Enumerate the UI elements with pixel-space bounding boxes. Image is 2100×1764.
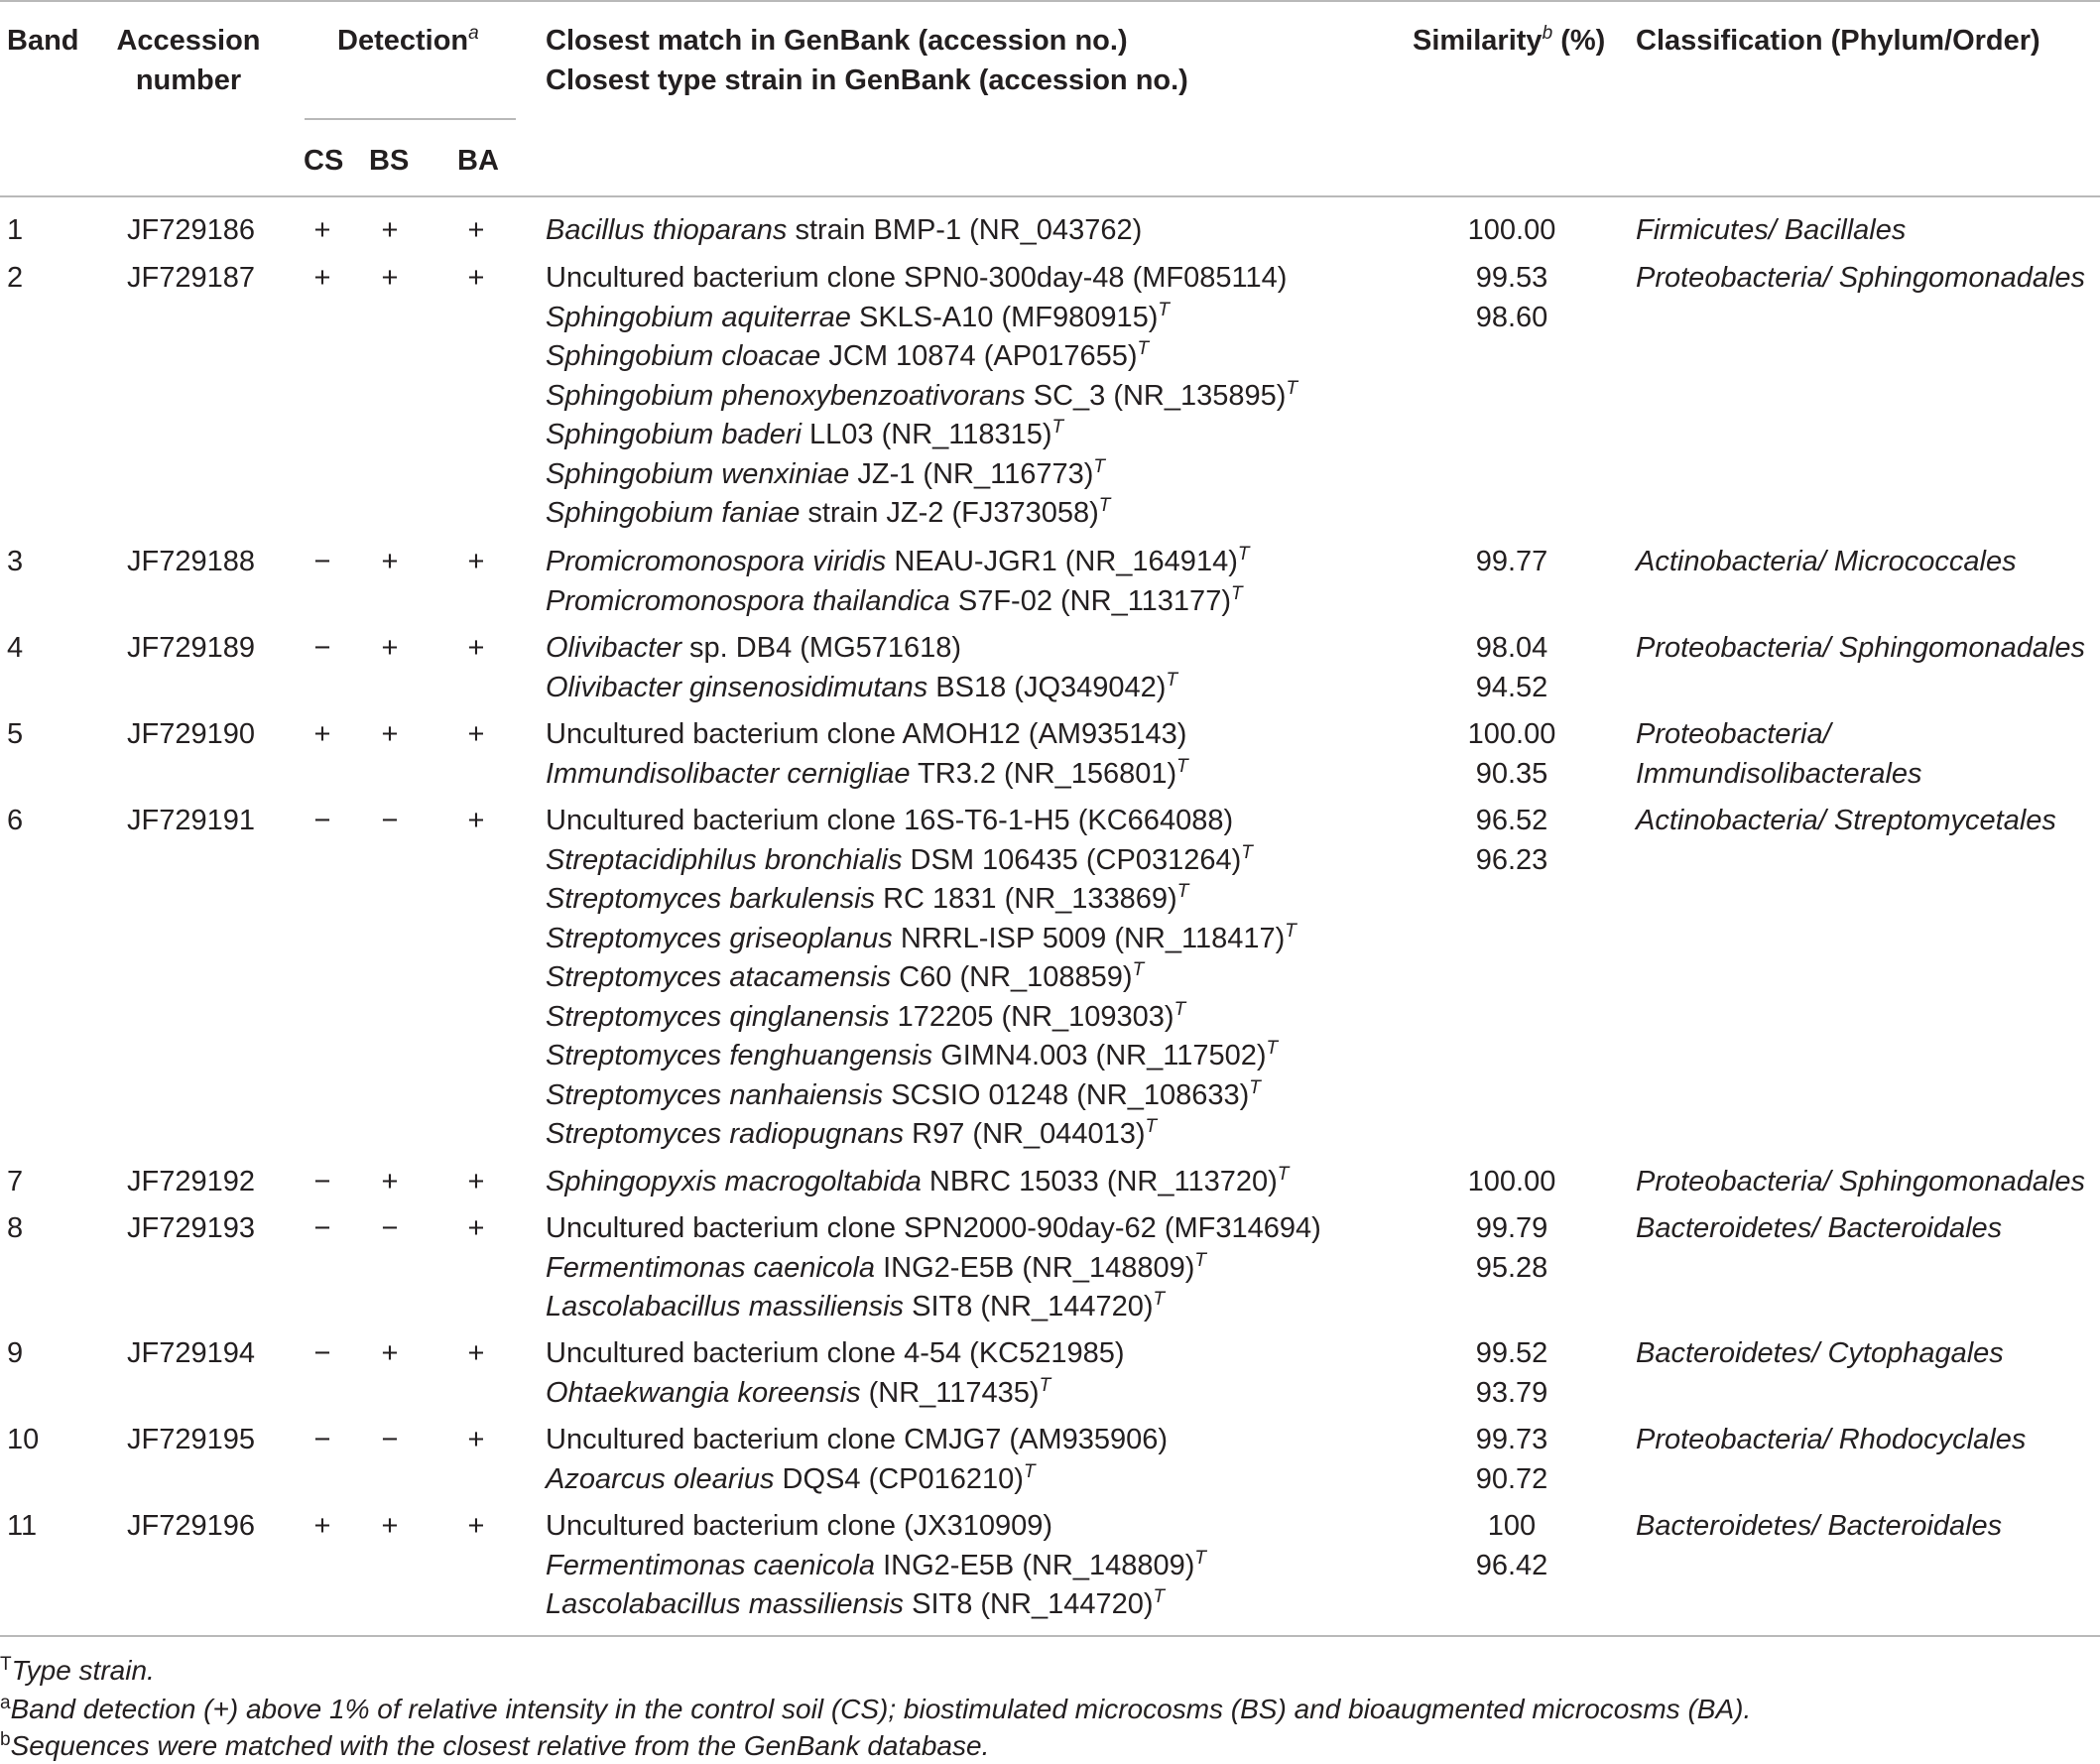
match-line <box>546 582 1249 622</box>
similarity-value: 100.00 <box>1467 214 1556 246</box>
match-line <box>546 802 1297 841</box>
footnote-mark: b <box>0 1729 11 1750</box>
type-strain-mark: T <box>1098 495 1111 516</box>
match-line <box>546 629 1177 669</box>
detection-ba: + <box>467 1337 485 1369</box>
accession-number: JF729188 <box>127 546 255 577</box>
species-name: Streptomyces atacamensis <box>546 961 892 993</box>
similarity-cell <box>1413 715 1611 794</box>
match-line <box>546 1421 1168 1460</box>
type-strain-mark: T <box>1174 998 1186 1020</box>
species-name: Lascolabacillus massiliensis <box>546 1291 905 1323</box>
detection-cs: − <box>313 1166 331 1197</box>
classification-value: Bacteroidetes/ Bacteroidales <box>1636 1510 2003 1542</box>
header-accession-line1: Accession <box>116 25 261 57</box>
footnote-text: Band detection (+) above 1% of relative intensity in the control soil (CS); biostimulated microcosms (BS) and bioaugmented microcosms (BA). <box>10 1694 1752 1724</box>
accession-number: JF729186 <box>127 214 255 246</box>
footnote-text: Sequences were matched with the closest relative from the GenBank database. <box>10 1730 990 1761</box>
closest-match-cell <box>546 1209 1321 1327</box>
closest-match-cell <box>546 629 1177 707</box>
band-number: 1 <box>7 214 24 246</box>
closest-match-cell <box>546 715 1188 794</box>
detection-cs: − <box>313 1424 331 1455</box>
similarity-value: 100.00 <box>1467 718 1556 750</box>
detection-cs: + <box>313 1510 331 1542</box>
closest-match-cell <box>546 259 1297 534</box>
match-line <box>546 1547 1206 1586</box>
match-line <box>546 1076 1297 1116</box>
match-detail: strain JZ-2 (FJ373058) <box>800 497 1099 529</box>
similarity-value: 99.79 <box>1475 1212 1548 1244</box>
band-number: 10 <box>7 1424 40 1455</box>
classification-value: Immundisolibacterales <box>1636 757 1922 790</box>
match-line <box>546 337 1297 377</box>
type-strain-mark: T <box>1230 582 1243 604</box>
similarity-cell <box>1413 211 1611 251</box>
type-strain-mark: T <box>1241 841 1253 863</box>
similarity-value: 96.42 <box>1475 1549 1548 1581</box>
detection-bs: + <box>381 214 399 246</box>
type-strain-mark: T <box>1249 1076 1261 1098</box>
detection-cs: − <box>313 546 331 577</box>
match-detail: S7F-02 (NR_113177) <box>949 584 1231 617</box>
match-line <box>546 1460 1168 1500</box>
accession-number: JF729193 <box>127 1212 255 1244</box>
similarity-value: 96.23 <box>1475 843 1548 876</box>
match-line <box>546 1249 1321 1289</box>
band-number: 8 <box>7 1212 24 1244</box>
closest-match-cell <box>546 543 1249 621</box>
match-detail: C60 (NR_108859) <box>891 961 1133 993</box>
header-similarity-unit: (%) <box>1552 25 1606 57</box>
similarity-value: 98.04 <box>1475 632 1548 664</box>
similarity-value: 99.73 <box>1475 1424 1548 1455</box>
match-line <box>546 998 1297 1038</box>
match-line <box>546 1209 1321 1249</box>
similarity-value: 100.00 <box>1467 1166 1556 1197</box>
header-detection-label: Detection <box>337 25 469 57</box>
match-detail: Uncultured bacterium clone (JX310909) <box>546 1510 1052 1542</box>
match-detail: TR3.2 (NR_156801) <box>910 757 1177 790</box>
match-line <box>546 669 1177 708</box>
band-number: 6 <box>7 805 24 836</box>
type-strain-mark: T <box>1093 455 1105 477</box>
classification-value: Actinobacteria/ Micrococcales <box>1636 546 2017 577</box>
table-top-rule <box>0 0 2100 2</box>
band-number: 3 <box>7 546 24 577</box>
detection-bs: + <box>381 632 399 664</box>
band-number: 9 <box>7 1337 24 1369</box>
classification-value: Proteobacteria/ Sphingomonadales <box>1636 632 2086 664</box>
detection-ba: + <box>467 214 485 246</box>
type-strain-mark: T <box>1194 1547 1207 1569</box>
classification-cell <box>1636 1334 2004 1374</box>
species-name: Sphingobium cloacae <box>546 340 821 372</box>
accession-number: JF729195 <box>127 1424 255 1455</box>
match-detail: R97 (NR_044013) <box>904 1118 1146 1150</box>
footnote-mark: T <box>0 1654 12 1675</box>
match-line <box>546 1334 1125 1374</box>
match-detail: Uncultured bacterium clone SPN2000-90day-62 (MF314694) <box>546 1212 1321 1244</box>
detection-ba: + <box>467 718 485 750</box>
header-band: Band <box>7 25 79 57</box>
classification-cell <box>1636 1507 2002 1547</box>
footnote-similarity <box>0 1728 989 1764</box>
detection-cs: − <box>313 632 331 664</box>
match-detail: Uncultured bacterium clone AMOH12 (AM935143) <box>546 718 1187 750</box>
detection-ba: + <box>467 1424 485 1455</box>
match-detail: strain BMP-1 (NR_043762) <box>787 214 1143 246</box>
type-strain-mark: T <box>1153 1586 1166 1607</box>
classification-cell <box>1636 629 2085 669</box>
table-header-rule <box>0 195 2100 197</box>
species-name: Azoarcus olearius <box>546 1462 775 1495</box>
match-line <box>546 880 1297 920</box>
header-similarity <box>1413 21 1605 61</box>
match-detail: RC 1831 (NR_133869) <box>875 883 1177 915</box>
species-name: Streptomyces qinglanensis <box>546 1000 890 1033</box>
similarity-value: 99.52 <box>1475 1337 1548 1369</box>
header-ba: BA <box>457 145 499 177</box>
match-detail: sp. DB4 (MG571618) <box>681 632 962 664</box>
species-name: Sphingobium phenoxybenzoativorans <box>546 379 1026 412</box>
match-detail: SKLS-A10 (MF980915) <box>850 301 1159 333</box>
band-number: 11 <box>7 1510 38 1542</box>
species-name: Streptomyces nanhaiensis <box>546 1078 884 1111</box>
similarity-cell <box>1413 1507 1611 1585</box>
similarity-cell <box>1413 1209 1611 1288</box>
type-strain-mark: T <box>1277 1164 1290 1185</box>
species-name: Streptacidiphilus bronchialis <box>546 843 903 876</box>
detection-bs: − <box>381 1212 399 1244</box>
match-line <box>546 958 1297 998</box>
detection-ba: + <box>467 1166 485 1197</box>
classification-cell <box>1636 802 2056 841</box>
match-detail: SC_3 (NR_135895) <box>1025 379 1287 412</box>
similarity-cell <box>1413 629 1611 707</box>
detection-cs: − <box>313 805 331 836</box>
header-closest-match <box>546 21 1188 100</box>
type-strain-mark: T <box>1051 417 1064 438</box>
match-detail: ING2-E5B (NR_148809) <box>875 1251 1195 1284</box>
classification-cell <box>1636 211 1906 251</box>
detection-span-rule <box>305 118 516 120</box>
species-name: Immundisolibacter cernigliae <box>546 757 911 790</box>
type-strain-mark: T <box>1176 755 1188 777</box>
type-strain-mark: T <box>1039 1374 1051 1396</box>
band-number: 7 <box>7 1166 24 1197</box>
header-bs: BS <box>369 145 410 177</box>
type-strain-mark: T <box>1286 377 1298 399</box>
classification-value: Proteobacteria/ <box>1636 718 1831 750</box>
match-line <box>546 1288 1321 1327</box>
classification-value: Actinobacteria/ Streptomycetales <box>1636 805 2056 836</box>
similarity-cell <box>1413 1163 1611 1202</box>
type-strain-mark: T <box>1266 1038 1279 1059</box>
similarity-cell <box>1413 802 1611 880</box>
species-name: Sphingopyxis macrogoltabida <box>546 1166 922 1197</box>
header-accession <box>109 21 268 100</box>
detection-cs: + <box>313 214 331 246</box>
species-name: Sphingobium aquiterrae <box>546 301 851 333</box>
match-detail: ING2-E5B (NR_148809) <box>875 1549 1195 1581</box>
closest-match-cell <box>546 1334 1125 1413</box>
match-line <box>546 494 1297 534</box>
match-detail: Uncultured bacterium clone 4-54 (KC521985) <box>546 1337 1125 1369</box>
detection-cs: + <box>313 262 331 294</box>
match-detail: NRRL-ISP 5009 (NR_118417) <box>892 922 1286 954</box>
species-name: Lascolabacillus massiliensis <box>546 1588 905 1620</box>
header-cs: CS <box>304 145 344 177</box>
header-detection-footnote-mark: a <box>468 23 479 44</box>
type-strain-mark: T <box>1237 544 1250 565</box>
footnote-detection <box>0 1692 1751 1727</box>
detection-cs: − <box>313 1337 331 1369</box>
match-line <box>546 299 1297 338</box>
detection-bs: + <box>381 1510 399 1542</box>
match-detail: 172205 (NR_109303) <box>889 1000 1174 1033</box>
header-similarity-footnote-mark: b <box>1542 23 1553 44</box>
detection-ba: + <box>467 1510 485 1542</box>
match-line <box>546 841 1297 881</box>
species-name: Streptomyces barkulensis <box>546 883 876 915</box>
detection-ba: + <box>467 1212 485 1244</box>
match-detail: Uncultured bacterium clone CMJG7 (AM935906) <box>546 1424 1168 1455</box>
closest-match-cell <box>546 802 1297 1155</box>
similarity-value: 90.72 <box>1475 1462 1548 1495</box>
footnote-type-strain <box>0 1653 155 1689</box>
species-name: Ohtaekwangia koreensis <box>546 1376 861 1409</box>
classification-cell <box>1636 1421 2026 1460</box>
match-line <box>546 1507 1206 1547</box>
match-detail: (NR_117435) <box>860 1376 1040 1409</box>
match-line <box>546 543 1249 582</box>
match-line <box>546 920 1297 959</box>
band-number: 4 <box>7 632 24 664</box>
band-number: 5 <box>7 718 24 750</box>
classification-cell <box>1636 715 1922 794</box>
match-line <box>546 1163 1289 1202</box>
header-closest-match-line2: Closest type strain in GenBank (accession no.) <box>546 64 1188 96</box>
classification-value: Proteobacteria/ Sphingomonadales <box>1636 262 2086 294</box>
header-detection <box>337 21 479 61</box>
match-detail: Uncultured bacterium clone 16S-T6-1-H5 (KC664088) <box>546 805 1234 836</box>
match-detail: SIT8 (NR_144720) <box>904 1588 1154 1620</box>
closest-match-cell <box>546 211 1142 251</box>
type-strain-mark: T <box>1137 338 1150 359</box>
footnote-mark: a <box>0 1693 11 1713</box>
similarity-value: 99.53 <box>1475 262 1548 294</box>
type-strain-mark: T <box>1285 920 1297 942</box>
similarity-cell <box>1413 1421 1611 1499</box>
match-line <box>546 211 1142 251</box>
match-detail: DSM 106435 (CP031264) <box>902 843 1242 876</box>
species-name: Olivibacter <box>546 632 681 664</box>
detection-bs: + <box>381 262 399 294</box>
type-strain-mark: T <box>1023 1460 1036 1482</box>
closest-match-cell <box>546 1507 1206 1625</box>
type-strain-mark: T <box>1153 1289 1166 1310</box>
match-detail: LL03 (NR_118315) <box>801 419 1052 450</box>
species-name: Streptomyces radiopugnans <box>546 1118 905 1150</box>
header-classification: Classification (Phylum/Order) <box>1636 25 2040 57</box>
classification-value: Firmicutes/ Bacillales <box>1636 214 1907 246</box>
match-line <box>546 715 1188 755</box>
detection-ba: + <box>467 632 485 664</box>
detection-ba: + <box>467 805 485 836</box>
type-strain-mark: T <box>1132 959 1145 980</box>
detection-ba: + <box>467 546 485 577</box>
detection-bs: + <box>381 1337 399 1369</box>
type-strain-mark: T <box>1166 669 1178 691</box>
table-bottom-rule <box>0 1635 2100 1637</box>
species-name: Fermentimonas caenicola <box>546 1549 876 1581</box>
match-detail: NBRC 15033 (NR_113720) <box>921 1166 1278 1197</box>
similarity-cell <box>1413 259 1611 337</box>
classification-value: Proteobacteria/ Rhodocyclales <box>1636 1424 2027 1455</box>
match-detail: JCM 10874 (AP017655) <box>820 340 1138 372</box>
accession-number: JF729189 <box>127 632 255 664</box>
match-line <box>546 755 1188 795</box>
species-name: Streptomyces griseoplanus <box>546 922 893 954</box>
classification-value: Bacteroidetes/ Cytophagales <box>1636 1337 2004 1369</box>
match-line <box>546 1115 1297 1155</box>
detection-cs: + <box>313 718 331 750</box>
match-line <box>546 259 1297 299</box>
similarity-value: 95.28 <box>1475 1251 1548 1284</box>
similarity-value: 90.35 <box>1475 757 1548 790</box>
detection-bs: − <box>381 805 399 836</box>
match-line <box>546 1585 1206 1625</box>
classification-value: Proteobacteria/ Sphingomonadales <box>1636 1166 2086 1197</box>
closest-match-cell <box>546 1163 1289 1202</box>
classification-cell <box>1636 1209 2002 1249</box>
header-similarity-label: Similarity <box>1413 25 1543 57</box>
type-strain-mark: T <box>1145 1116 1158 1137</box>
match-detail: SCSIO 01248 (NR_108633) <box>883 1078 1250 1111</box>
match-line <box>546 377 1297 417</box>
match-detail: DQS4 (CP016210) <box>774 1462 1024 1495</box>
species-name: Sphingobium baderi <box>546 419 802 450</box>
match-line <box>546 416 1297 455</box>
species-name: Sphingobium wenxiniae <box>546 457 850 490</box>
detection-bs: + <box>381 1166 399 1197</box>
similarity-value: 96.52 <box>1475 805 1548 836</box>
similarity-value: 94.52 <box>1475 671 1548 703</box>
accession-number: JF729187 <box>127 262 255 294</box>
species-name: Streptomyces fenghuangensis <box>546 1040 933 1071</box>
band-number: 2 <box>7 262 24 294</box>
accession-number: JF729196 <box>127 1510 255 1542</box>
detection-bs: + <box>381 546 399 577</box>
accession-number: JF729190 <box>127 718 255 750</box>
footnote-text: Type strain. <box>11 1655 155 1686</box>
similarity-value: 99.77 <box>1475 546 1548 577</box>
match-detail: SIT8 (NR_144720) <box>904 1291 1154 1323</box>
classification-cell <box>1636 1163 2085 1202</box>
match-line <box>546 1374 1125 1414</box>
detection-ba: + <box>467 262 485 294</box>
classification-cell <box>1636 259 2085 299</box>
match-detail: Uncultured bacterium clone SPN0-300day-48 (MF085114) <box>546 262 1288 294</box>
match-detail: NEAU-JGR1 (NR_164914) <box>886 546 1238 577</box>
detection-cs: − <box>313 1212 331 1244</box>
similarity-value: 98.60 <box>1475 301 1548 333</box>
match-line <box>546 455 1297 495</box>
similarity-value: 93.79 <box>1475 1376 1548 1409</box>
classification-cell <box>1636 543 2017 582</box>
accession-number: JF729191 <box>127 805 255 836</box>
match-detail: BS18 (JQ349042) <box>927 671 1167 703</box>
match-line <box>546 1037 1297 1076</box>
header-closest-match-line1: Closest match in GenBank (accession no.) <box>546 25 1128 57</box>
match-detail: JZ-1 (NR_116773) <box>849 457 1094 490</box>
species-name: Promicromonospora viridis <box>546 546 887 577</box>
similarity-cell <box>1413 543 1611 582</box>
detection-bs: + <box>381 718 399 750</box>
similarity-cell <box>1413 1334 1611 1413</box>
species-name: Olivibacter ginsenosidimutans <box>546 671 928 703</box>
header-accession-line2: number <box>135 64 242 96</box>
accession-number: JF729194 <box>127 1337 255 1369</box>
closest-match-cell <box>546 1421 1168 1499</box>
match-detail: GIMN4.003 (NR_117502) <box>932 1040 1267 1071</box>
classification-value: Bacteroidetes/ Bacteroidales <box>1636 1212 2003 1244</box>
species-name: Bacillus thioparans <box>546 214 788 246</box>
species-name: Fermentimonas caenicola <box>546 1251 876 1284</box>
type-strain-mark: T <box>1158 299 1171 320</box>
accession-number: JF729192 <box>127 1166 255 1197</box>
type-strain-mark: T <box>1176 881 1189 902</box>
species-name: Promicromonospora thailandica <box>546 584 950 617</box>
detection-bs: − <box>381 1424 399 1455</box>
similarity-value: 100 <box>1487 1510 1537 1542</box>
species-name: Sphingobium faniae <box>546 497 801 529</box>
type-strain-mark: T <box>1194 1249 1207 1271</box>
